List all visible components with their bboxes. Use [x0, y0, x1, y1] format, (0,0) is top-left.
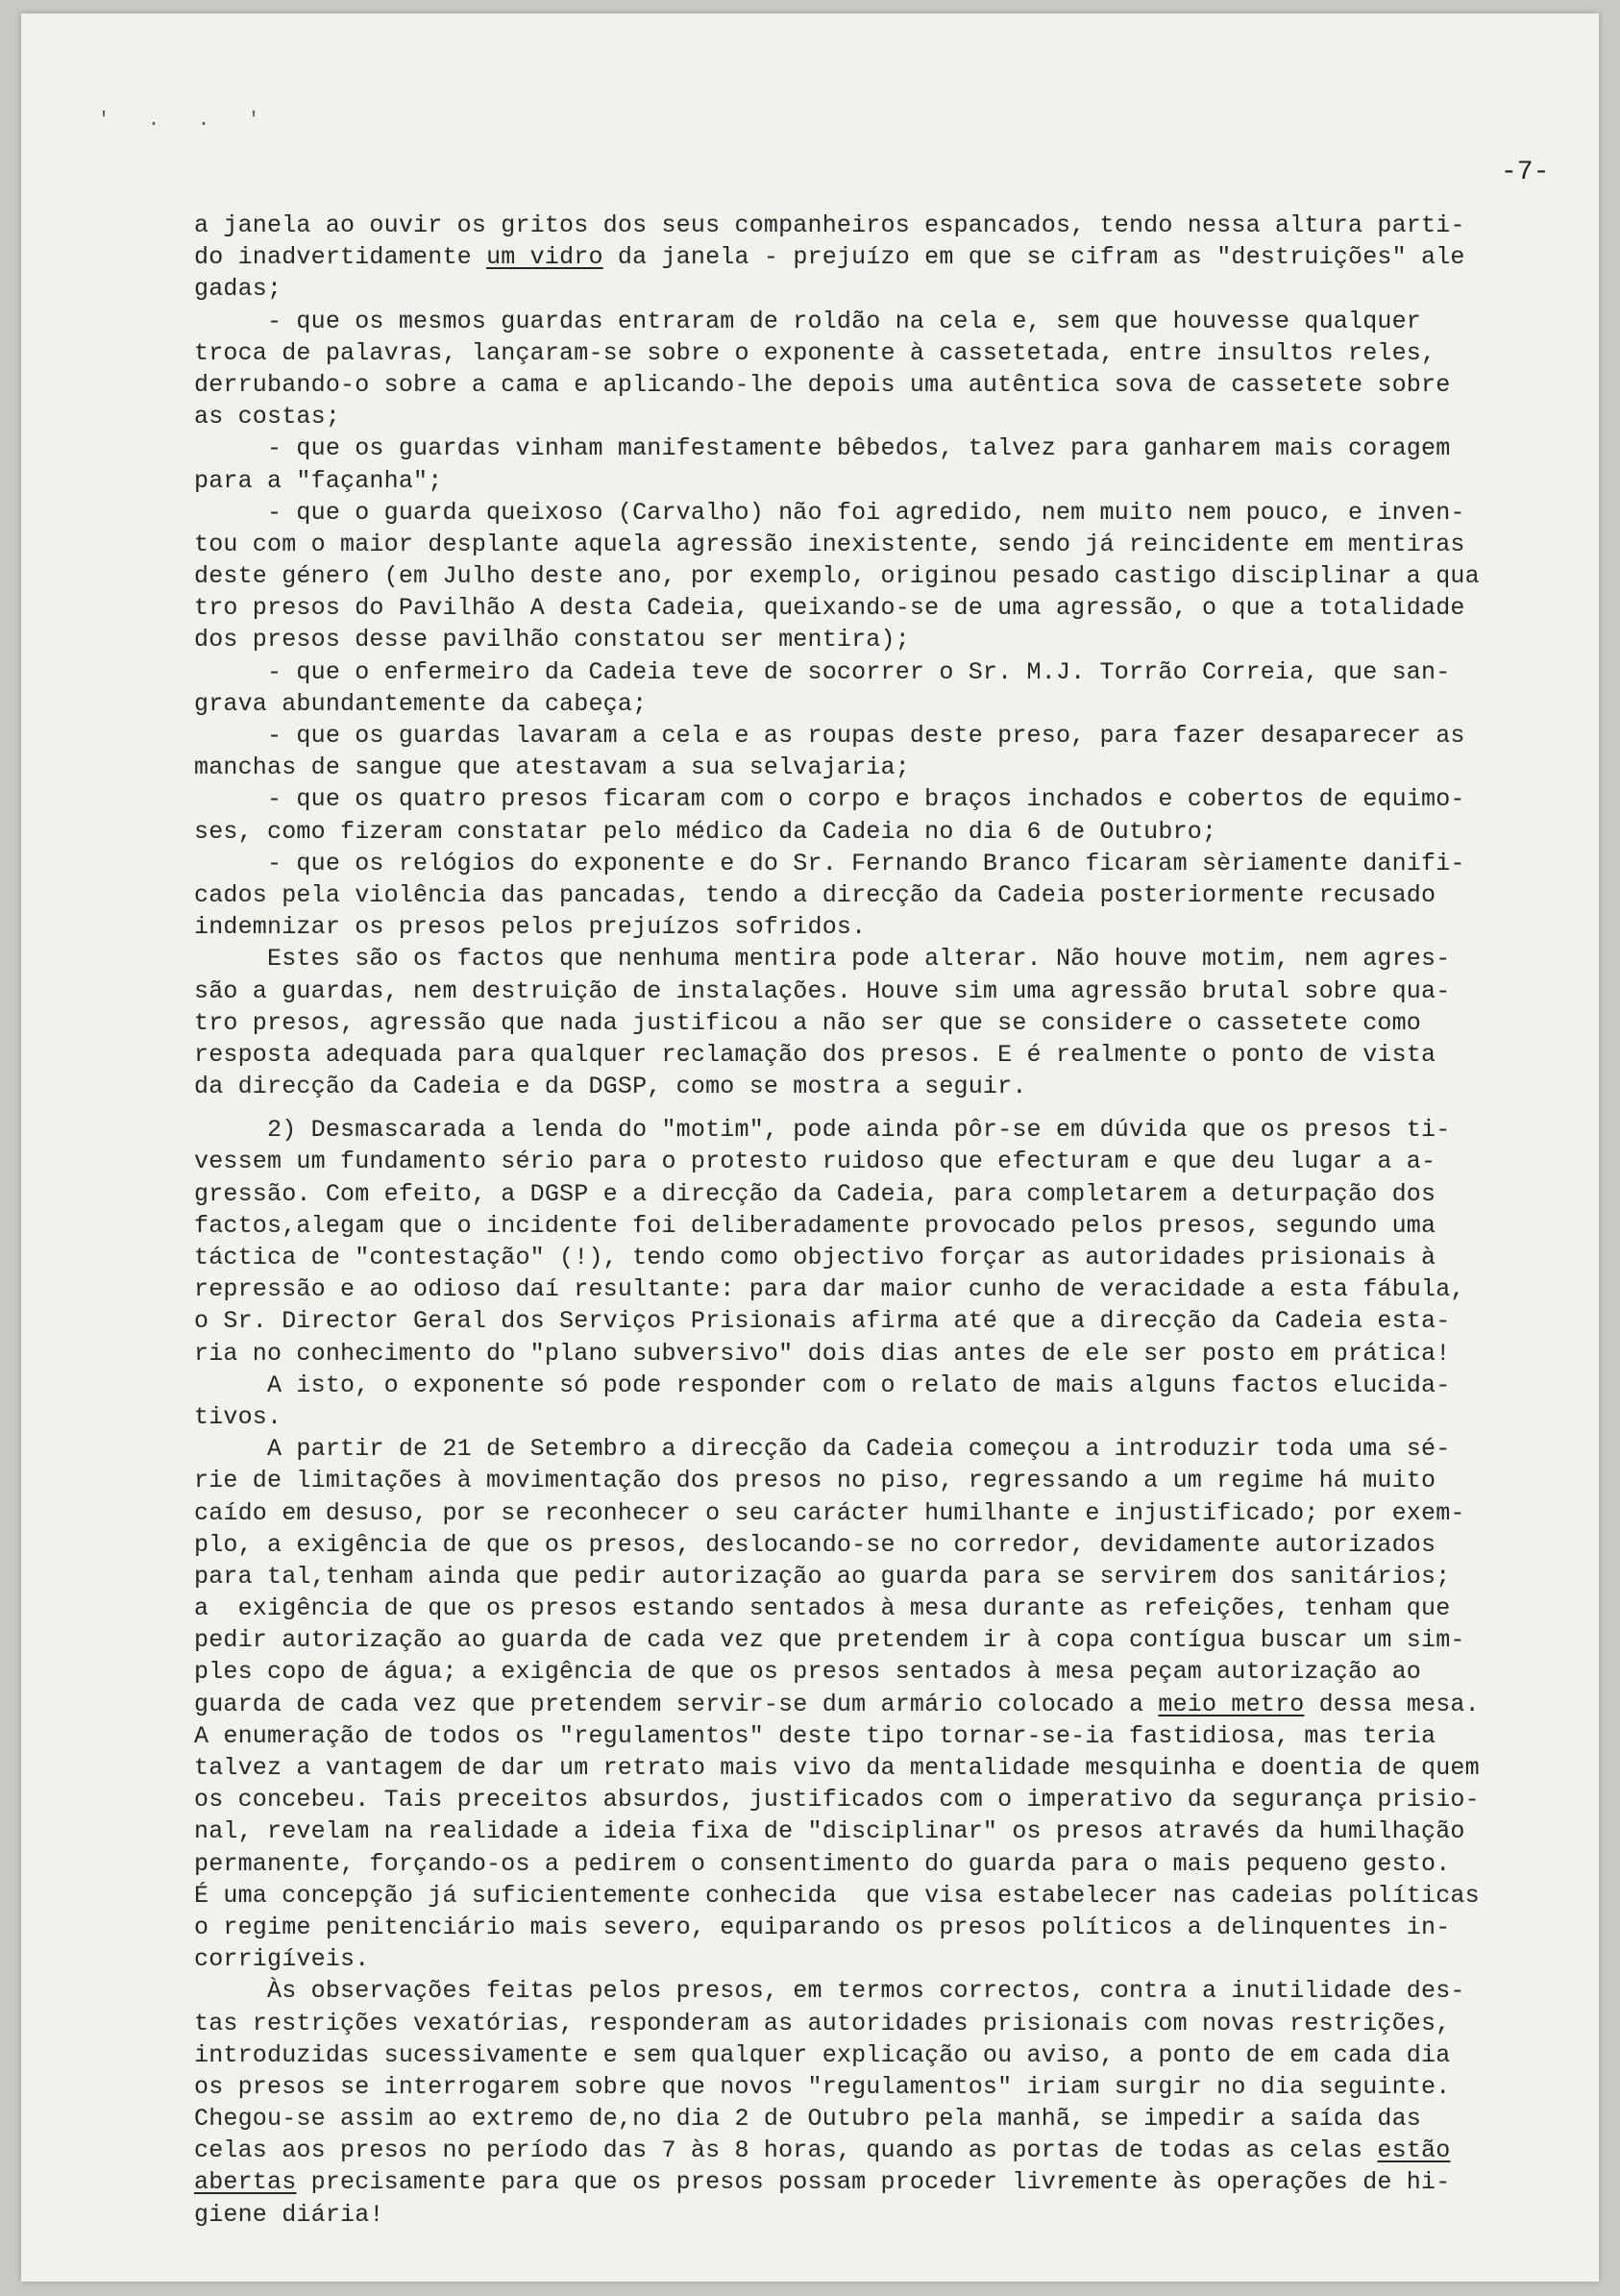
text-line: a janela ao ouvir os gritos dos seus companheiros espancados, tendo nessa altura parti-: [194, 211, 1465, 239]
text-line: factos,alegam que o incidente foi deliberadamente provocado pelos presos, segundo uma: [194, 1211, 1436, 1240]
text-line: são a guardas, nem destruição de instalações. Houve sim uma agressão brutal sobre qua-: [194, 976, 1451, 1005]
text-line: gressão. Com efeito, a DGSP e a direcção da Cadeia, para completarem a deturpação dos: [194, 1179, 1436, 1208]
text-line: dos presos desse pavilhão constatou ser mentira);: [194, 626, 910, 654]
text-line: - que o enfermeiro da Cadeia teve de socorrer o Sr. M.J. Torrão Correia, que san-: [194, 657, 1451, 686]
text-line: A partir de 21 de Setembro a direcção da Cadeia começou a introduzir toda uma sé-: [194, 1435, 1451, 1464]
text-line: - que os guardas lavaram a cela e as roupas deste preso, para fazer desaparecer as: [194, 722, 1465, 750]
text-line: - que os guardas vinham manifestamente bêbedos, talvez para ganharem mais coragem: [194, 434, 1451, 463]
text-line: tro presos, agressão que nada justificou a não ser que se considere o cassetete como: [194, 1008, 1422, 1037]
text-line: tas restrições vexatórias, responderam as autoridades prisionais com novas restrições,: [194, 2009, 1451, 2037]
text-line: os presos se interrogarem sobre que novos "regulamentos" iriam surgir no dia seguinte.: [194, 2072, 1451, 2101]
text-line: derrubando-o sobre a cama e aplicando-lhe depois uma autêntica sova de cassetete sobre: [194, 370, 1451, 399]
text-line: repressão e ao odioso daí resultante: para dar maior cunho de veracidade a esta fábula,: [194, 1275, 1465, 1304]
page-number: -7-: [1501, 158, 1550, 187]
text-line: ses, como fizeram constatar pelo médico da Cadeia no dia 6 de Outubro;: [194, 817, 1217, 846]
text-line: grava abundantemente da cabeça;: [194, 689, 648, 718]
margin-marks: ' . . ': [98, 110, 274, 132]
text-line: o regime penitenciário mais severo, equiparando os presos políticos a delinquentes in-: [194, 1913, 1451, 1941]
text-line: plo, a exigência de que os presos, deslocando-se no corredor, devidamente autorizados: [194, 1530, 1436, 1559]
body-text: [194, 210, 1549, 2231]
text-line: tivos.: [194, 1402, 282, 1431]
document-page: [21, 13, 1599, 2282]
text-line: os concebeu. Tais preceitos absurdos, justificados com o imperativo da segurança prisio-: [194, 1786, 1480, 1815]
text-line: da direcção da Cadeia e da DGSP, como se mostra a seguir.: [194, 1073, 1027, 1101]
text-line: É uma concepção já suficientemente conhecida que visa estabelecer nas cadeias políticas: [194, 1881, 1480, 1910]
text-line: A isto, o exponente só pode responder com o relato de mais alguns factos elucida-: [194, 1370, 1451, 1399]
text-line: 2) Desmascarada a lenda do "motim", pode ainda pôr-se em dúvida que os presos ti-: [194, 1116, 1451, 1145]
text-line: para a "façanha";: [194, 466, 443, 495]
text-line: Estes são os factos que nenhuma mentira pode alterar. Não houve motim, nem agres-: [194, 945, 1451, 974]
text-line: ples copo de água; a exigência de que os presos sentados à mesa peçam autorização ao: [194, 1658, 1422, 1687]
text-line: o Sr. Director Geral dos Serviços Prisionais afirma até que a direcção da Cadeia esta-: [194, 1307, 1451, 1336]
text-line: gadas;: [194, 275, 282, 304]
text-line: A enumeração de todos os "regulamentos" deste tipo tornar-se-ia fastidiosa, mas teria: [194, 1721, 1436, 1750]
text-line: ria no conhecimento do "plano subversivo" dois dias antes de ele ser posto em prática!: [194, 1339, 1451, 1368]
text-line: deste género (em Julho deste ano, por exemplo, originou pesado castigo disciplinar a qua: [194, 562, 1480, 591]
text-line: guarda de cada vez que pretendem servir-se dum armário colocado a meio metro dessa mesa.: [194, 1690, 1480, 1718]
text-line: cados pela violência das pancadas, tendo a direcção da Cadeia posteriormente recusado: [194, 880, 1436, 909]
paragraph-gap: [194, 1102, 1549, 1114]
text-line: manchas de sangue que atestavam a sua selvajaria;: [194, 753, 910, 782]
text-line: a exigência de que os presos estando sentados à mesa durante as refeições, tenham que: [194, 1594, 1451, 1623]
text-line: do inadvertidamente um vidro da janela - prejuízo em que se cifram as "destruições" ale: [194, 243, 1465, 272]
text-line: indemnizar os presos pelos prejuízos sofridos.: [194, 913, 867, 942]
text-line: talvez a vantagem de dar um retrato mais vivo da mentalidade mesquinha e doentia de quem: [194, 1754, 1480, 1782]
text-line: introduzidas sucessivamente e sem qualquer explicação ou aviso, a ponto de em cada dia: [194, 2040, 1451, 2069]
text-line: tro presos do Pavilhão A desta Cadeia, queixando-se de uma agressão, o que a totalidade: [194, 594, 1465, 623]
text-line: tou com o maior desplante aquela agressão inexistente, sendo já reincidente em mentiras: [194, 530, 1465, 558]
text-line: - que o guarda queixoso (Carvalho) não foi agredido, nem muito nem pouco, e inven-: [194, 498, 1465, 527]
text-line: táctica de "contestação" (!), tendo como objectivo forçar as autoridades prisionais à: [194, 1244, 1436, 1271]
text-line: - que os quatro presos ficaram com o corpo e braços inchados e cobertos de equimo-: [194, 785, 1465, 814]
text-line: celas aos presos no período das 7 às 8 horas, quando as portas de todas as celas estão: [194, 2136, 1451, 2165]
text-line: - que os relógios do exponente e do Sr. Fernando Branco ficaram sèriamente danifi-: [194, 849, 1465, 877]
text-line: pedir autorização ao guarda de cada vez que pretendem ir à copa contígua buscar um sim-: [194, 1626, 1465, 1655]
text-line: as costas;: [194, 403, 341, 432]
text-line: resposta adequada para qualquer reclamação dos presos. E é realmente o ponto de vista: [194, 1040, 1436, 1069]
text-line: permanente, forçando-os a pedirem o consentimento do guarda para o mais pequeno gesto.: [194, 1849, 1451, 1878]
text-line: nal, revelam na realidade a ideia fixa de "disciplinar" os presos através da humilhação: [194, 1817, 1465, 1846]
text-line: para tal,tenham ainda que pedir autorização ao guarda para se servirem dos sanitários;: [194, 1562, 1451, 1591]
text-line: rie de limitações à movimentação dos presos no piso, regressando a um regime há muito: [194, 1467, 1436, 1495]
text-line: troca de palavras, lançaram-se sobre o exponente à cassetetada, entre insultos reles,: [194, 338, 1436, 367]
text-line: Às observações feitas pelos presos, em termos correctos, contra a inutilidade des-: [194, 1977, 1465, 2006]
text-line: vessem um fundamento sério para o protesto ruidoso que efecturam e que deu lugar a a-: [194, 1148, 1436, 1176]
text-line: corrigíveis.: [194, 1945, 370, 1974]
text-line: Chegou-se assim ao extremo de,no dia 2 de Outubro pela manhã, se impedir a saída das: [194, 2105, 1422, 2134]
text-line: caído em desuso, por se reconhecer o seu carácter humilhante e injustificado; por exem-: [194, 1498, 1465, 1527]
text-line: giene diária!: [194, 2200, 384, 2229]
text-line: - que os mesmos guardas entraram de roldão na cela e, sem que houvesse qualquer: [194, 307, 1422, 335]
text-line: abertas precisamente para que os presos possam proceder livremente às operações de hi-: [194, 2168, 1451, 2197]
